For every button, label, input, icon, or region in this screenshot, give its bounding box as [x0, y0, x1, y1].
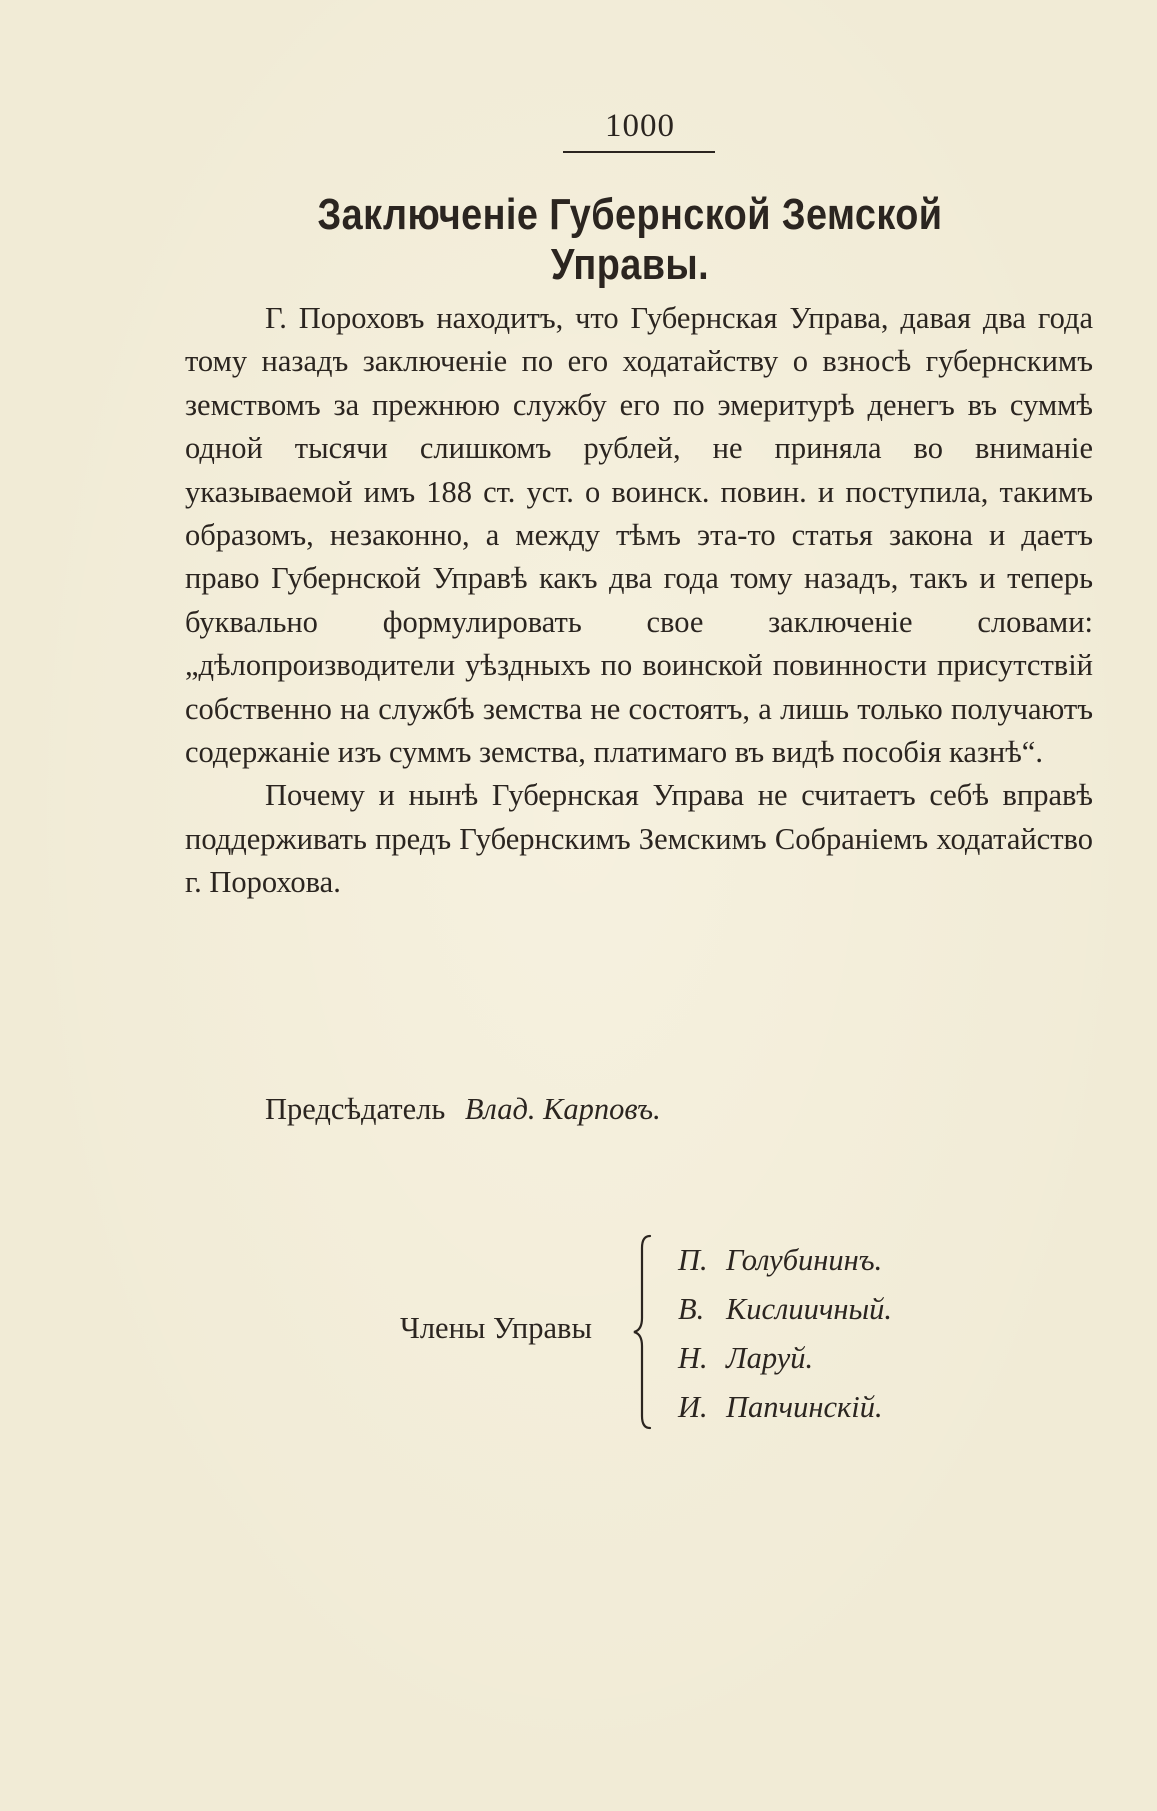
member-row	[678, 1383, 892, 1432]
member-row	[678, 1236, 892, 1285]
chairman-name: Влад. Карповъ.	[464, 1092, 661, 1126]
paragraph: Почему и нынѣ Губернская Управа не считаетъ себѣ вправѣ поддерживать предъ Губернскимъ Земскимъ Собраніемъ ходатайство г. Порохова.	[185, 778, 1093, 900]
member-surname: Ларуй.	[726, 1341, 814, 1375]
member-surname: Кислиичный.	[726, 1292, 893, 1326]
page-number-rule	[563, 151, 715, 153]
member-initial: И.	[678, 1390, 708, 1424]
member-row	[678, 1285, 892, 1334]
paragraph: Г. Пороховъ находитъ, что Губернская Управа, давая два года тому назадъ заключеніе по его ходатайству о взносѣ губернскимъ земствомъ за прежнюю службу его по эмеритурѣ денегъ въ суммѣ одной тысячи слишкомъ рублей, не приняла во вниманіе указываемой имъ 188 ст. уст. о воинск. повин. и поступила, такимъ образомъ, незаконно, а между тѣмъ эта-то статья закона и даетъ право Губернской Управѣ какъ два года тому назадъ, такъ и теперь буквально формулировать свое заключеніе словами: „дѣлопроизводители уѣздныхъ по воинской повинности присутствій собственно на службѣ земства не состоятъ, а лишь только получаютъ содержаніе изъ суммъ земства, платимаго въ видѣ пособія казнѣ“.	[185, 301, 1093, 770]
member-initial: П.	[678, 1243, 708, 1277]
chairman-title: Предсѣдатель	[265, 1092, 446, 1126]
curly-brace	[612, 1232, 657, 1432]
member-initial: Н.	[678, 1341, 708, 1375]
page-title: Заключеніе Губернской Земской Управы.	[317, 190, 943, 289]
member-surname: Голубининъ.	[726, 1243, 883, 1277]
member-initial: В.	[678, 1292, 705, 1326]
members-label: Члены Управы	[400, 1311, 592, 1345]
members-list	[678, 1236, 892, 1432]
body-text	[185, 297, 1093, 905]
chairman-signature	[265, 1092, 661, 1127]
member-row	[678, 1334, 892, 1383]
page-number: 1000	[605, 108, 675, 144]
member-surname: Папчинскій.	[726, 1390, 883, 1424]
